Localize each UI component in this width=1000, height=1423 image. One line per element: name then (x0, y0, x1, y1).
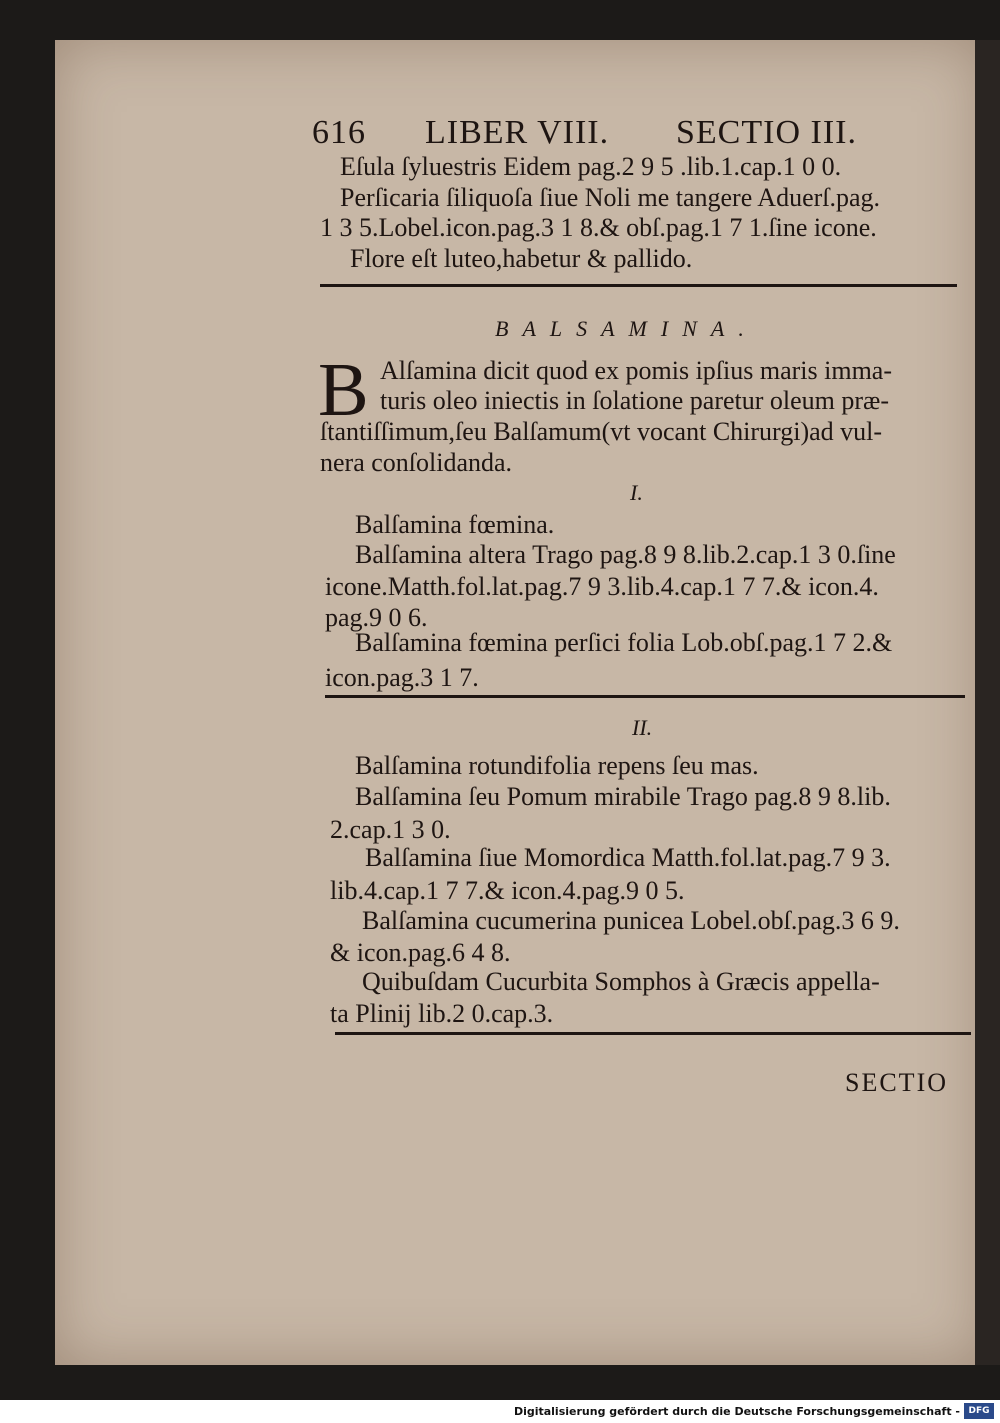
intro-line: nera conſolidanda. (320, 448, 513, 477)
section-2-line: lib.4.cap.1 7 7.& icon.4.pag.9 0 5. (330, 876, 685, 905)
section-2-line: 2.cap.1 3 0. (330, 815, 451, 844)
intro-line: ſtantiſſimum,ſeu Balſamum(vt vocant Chirurgi)ad vul- (320, 417, 883, 446)
section-1-line: icone.Matth.fol.lat.pag.7 9 3.lib.4.cap.1 7 7.& icon.4. (325, 572, 879, 601)
section-1-line: pag.9 0 6. (325, 603, 428, 632)
drop-cap: B (318, 348, 369, 432)
page-number: 616 (312, 114, 366, 151)
section-2-line: Balſamina cucumerina punicea Lobel.obſ.pag.3 6 9. (362, 906, 900, 935)
running-title: LIBER VIII. (425, 114, 610, 151)
footer-credit: Digitalisierung gefördert durch die Deutsche Forschungsgemeinschaft - (513, 1405, 960, 1418)
section-2-line: Quibuſdam Cucurbita Somphos à Græcis appella- (362, 967, 880, 996)
section-2-line: Balſamina rotundifolia repens ſeu mas. (355, 751, 759, 780)
section-2-line: ta Plinij lib.2 0.cap.3. (330, 999, 554, 1028)
section-numeral-2: II. (632, 715, 653, 740)
catchword: SECTIO (845, 1068, 948, 1097)
section-2-line: Balſamina ſiue Momordica Matth.fol.lat.pag.7 9 3. (365, 843, 891, 872)
entry-line: Eſula ſyluestris Eidem pag.2 9 5 .lib.1.cap.1 0 0. (340, 152, 842, 181)
section-1-line: Balſamina fœmina. (355, 510, 555, 539)
dfg-logo: DFG (964, 1403, 994, 1419)
section-1-line: Balſamina altera Trago pag.8 9 8.lib.2.cap.1 3 0.ſine (355, 540, 896, 569)
section-2-line: Balſamina ſeu Pomum mirabile Trago pag.8 9 8.lib. (355, 782, 891, 811)
intro-line: Alſamina dicit quod ex pomis ipſius maris imma- (380, 356, 892, 385)
intro-line: turis oleo iniectis in ſolatione paretur oleum præ- (380, 386, 890, 415)
divider-rule (320, 284, 957, 287)
entry-line: 1 3 5.Lobel.icon.pag.3 1 8.& obſ.pag.1 7 1.ſine icone. (320, 213, 877, 242)
divider-rule (325, 695, 965, 698)
divider-rule (335, 1032, 971, 1035)
section-1-line: icon.pag.3 1 7. (325, 663, 479, 692)
section-1-line: Balſamina fœmina perſici folia Lob.obſ.pag.1 7 2.& (355, 628, 893, 657)
article-title: BALSAMINA. (495, 316, 758, 341)
page-edge (975, 40, 1000, 1365)
section-title: SECTIO III. (676, 114, 857, 151)
section-numeral-1: I. (630, 480, 643, 505)
section-2-line: & icon.pag.6 4 8. (330, 938, 511, 967)
entry-line: Perſicaria ſiliquoſa ſiue Noli me tangere Aduerſ.pag. (340, 183, 881, 212)
entry-line: Flore eſt luteo,habetur & pallido. (350, 244, 693, 273)
